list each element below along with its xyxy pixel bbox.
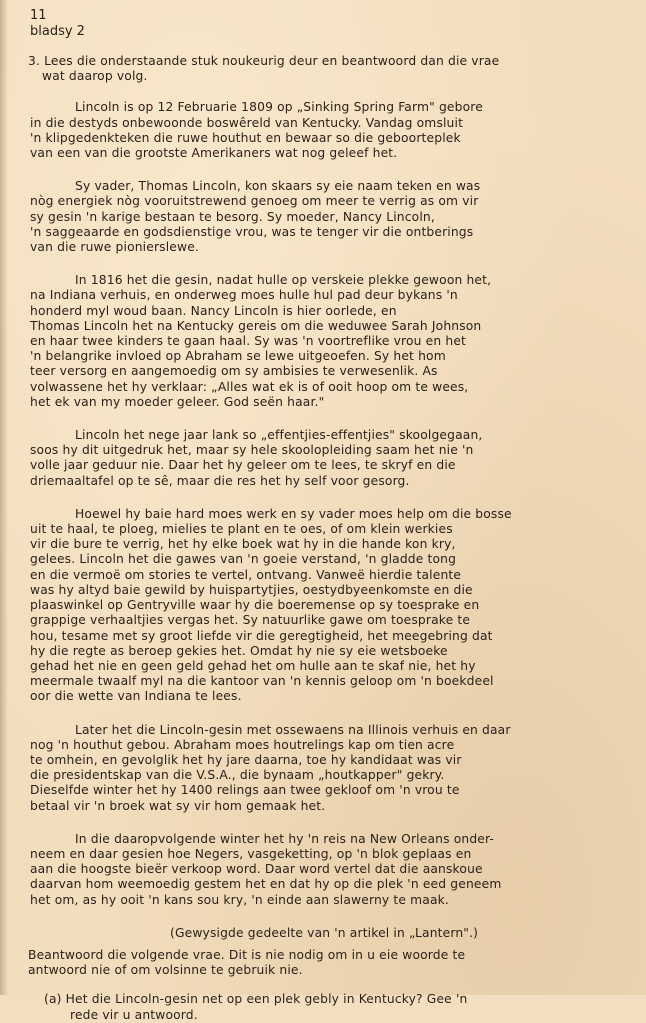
paragraph-line: 'n klipgedenkteken die ruwe houthut en bewaar so die geboorteplek	[30, 130, 461, 145]
paragraph-line: van een van die grootste Amerikaners wat nog geleef het.	[30, 146, 398, 161]
paragraph-line: nog 'n houthut gebou. Abraham moes houtrelings kap om tien acre	[30, 737, 455, 752]
instruction	[28, 948, 628, 978]
paragraph-line: in die destyds onbewoonde boswêreld van Kentucky. Vandag omsluit	[30, 115, 464, 130]
question-intro	[28, 54, 628, 84]
paragraph-illinois	[28, 723, 628, 814]
question-intro-line: 3. Lees die onderstaande stuk noukeurig deur en beantwoord dan die vrae	[28, 54, 500, 68]
paragraph-new-orleans	[28, 832, 628, 908]
paragraph-line: Later het die Lincoln-gesin met ossewaens na Illinois verhuis en daar	[75, 722, 511, 737]
paragraph-line: Thomas Lincoln het na Kentucky gereis om die weduwee Sarah Johnson	[30, 318, 482, 333]
paragraph-line: hou, tesame met sy groot liefde vir die geregtigheid, het meegebring dat	[30, 628, 493, 643]
paragraph-line: honderd myl woud baan. Nancy Lincoln is hier oorlede, en	[30, 303, 397, 318]
paragraph-line: het om, as hy ooit 'n kans sou kry, 'n einde aan slawerny te maak.	[30, 892, 449, 907]
paragraph-line: volwassene het hy verklaar: „Alles wat ek is of ooit hoop om te wees,	[30, 379, 469, 394]
paragraph-line: uit te haal, te ploeg, mielies te plant en te oes, of om klein werkies	[30, 522, 453, 537]
page-edge-shadow	[0, 0, 8, 995]
paragraph-line: en haar twee kinders te gaan haal. Sy was 'n voortreflike vrou en het	[30, 334, 467, 349]
paragraph-line: Sy vader, Thomas Lincoln, kon skaars sy eie naam teken en was	[75, 179, 481, 194]
page-number: 11	[30, 8, 47, 23]
paragraph-line: het ek van my moeder geleer. God seën haar."	[30, 394, 325, 409]
paragraph-line: van die ruwe pionierslewe.	[30, 240, 199, 255]
paragraph-schooling	[28, 428, 628, 489]
question-a-line: rede vir u antwoord.	[70, 1007, 198, 1022]
paragraph-line: meermale twaalf myl na die kantoor van 'n kennis geloop om 'n boekdeel	[30, 674, 494, 689]
paragraph-parents	[28, 179, 628, 255]
paragraph-line: neem en daar gesien hoe Negers, vasgeketting, op 'n blok geplaas en	[30, 846, 472, 861]
paragraph-work	[28, 507, 628, 705]
instruction-line: antwoord nie of om volsinne te gebruik nie.	[28, 963, 303, 978]
paragraph-birth	[28, 100, 628, 161]
page-label: bladsy 2	[30, 24, 85, 39]
paragraph-line: nòg energiek nòg vooruitstrewend genoeg om meer te verrig as om vir	[30, 194, 479, 209]
page-header	[30, 8, 85, 40]
paragraph-line: 'n belangrike invloed op Abraham se lewe uitgeoefen. Sy het hom	[30, 349, 446, 364]
paragraph-line: die presidentskap van die V.S.A., die bynaam „houtkapper" gekry.	[30, 768, 445, 783]
paragraph-line: vir die bure te verrig, het hy elke boek wat hy in die hande kon kry,	[30, 537, 456, 552]
instruction-line: Beantwoord die volgende vrae. Dit is nie nodig om in u eie woorde te	[28, 947, 466, 962]
paragraph-line: plaaswinkel op Gentryville waar hy die boeremense op sy toesprake en	[30, 598, 480, 613]
paragraph-line: Lincoln het nege jaar lank so „effentjies-effentjies" skoolgegaan,	[75, 428, 483, 443]
paragraph-line: teer versorg en aangemoedig om sy ambisies te verwesenlik. As	[30, 364, 438, 379]
paragraph-line: betaal vir 'n broek wat sy vir hom gemaak het.	[30, 798, 326, 813]
source-note: (Gewysigde gedeelte van 'n artikel in „Lantern".)	[170, 925, 479, 940]
paragraph-line: Dieselfde winter het hy 1400 relings aan twee gekloof om 'n vrou te	[30, 783, 460, 798]
paragraph-indiana	[28, 273, 628, 410]
paragraph-line: driemaaltafel op te sê, maar die res het hy self voor gesorg.	[30, 473, 410, 488]
paragraph-line: na Indiana verhuis, en onderweg moes hulle hul pad deur bykans 'n	[30, 288, 458, 303]
question-a	[28, 992, 628, 1022]
paragraph-line: Hoewel hy baie hard moes werk en sy vader moes help om die bosse	[75, 506, 512, 521]
paragraph-line: oor die wette van Indiana te lees.	[30, 689, 242, 704]
paragraph-line: grappige verhaaltjies vergas het. Sy natuurlike gawe om toesprake te	[30, 613, 471, 628]
paragraph-line: aan die hoogste bieër verkoop word. Daar word vertel dat die aanskoue	[30, 862, 483, 877]
paragraph-line: was hy altyd baie gewild by huispartytjies, oestydbyeenkomste en die	[30, 582, 473, 597]
paragraph-line: en die vermoë om stories te vertel, ontvang. Vanweë hierdie talente	[30, 567, 462, 582]
paragraph-line: gelees. Lincoln het die gawes van 'n goeie verstand, 'n gladde tong	[30, 552, 457, 567]
paragraph-line: hy die regte as beroep gekies het. Omdat hy nie sy eie wetsboeke	[30, 643, 448, 658]
paragraph-line: Lincoln is op 12 Februarie 1809 op „Sinking Spring Farm" gebore	[75, 100, 483, 115]
paragraph-line: sy gesin 'n karige bestaan te besorg. Sy moeder, Nancy Lincoln,	[30, 209, 435, 224]
paragraph-line: daarvan hom weemoedig gestem het en dat hy op die plek 'n eed geneem	[30, 877, 502, 892]
paragraph-line: gehad het nie en geen geld gehad het om hulle aan te skaf nie, het hy	[30, 658, 476, 673]
paragraph-line: In die daaropvolgende winter het hy 'n reis na New Orleans onder-	[75, 831, 495, 846]
paragraph-line: soos hy dit uitgedruk het, maar sy hele skoolopleiding saam het nie 'n	[30, 443, 474, 458]
question-a-line: (a) Het die Lincoln-gesin net op een plek gebly in Kentucky? Gee 'n	[44, 992, 468, 1007]
question-intro-line: wat daarop volg.	[42, 69, 148, 84]
paragraph-line: te omhein, en gevolglik het hy jare daarna, toe hy kandidaat was vir	[30, 752, 462, 767]
document-body	[28, 54, 628, 1023]
paragraph-line: volle jaar geduur nie. Daar het hy geleer om te lees, te skryf en die	[30, 458, 456, 473]
paragraph-line: In 1816 het die gesin, nadat hulle op verskeie plekke gewoon het,	[75, 273, 492, 288]
paragraph-line: 'n saggeaarde en godsdienstige vrou, was te tenger vir die ontberings	[30, 224, 474, 239]
